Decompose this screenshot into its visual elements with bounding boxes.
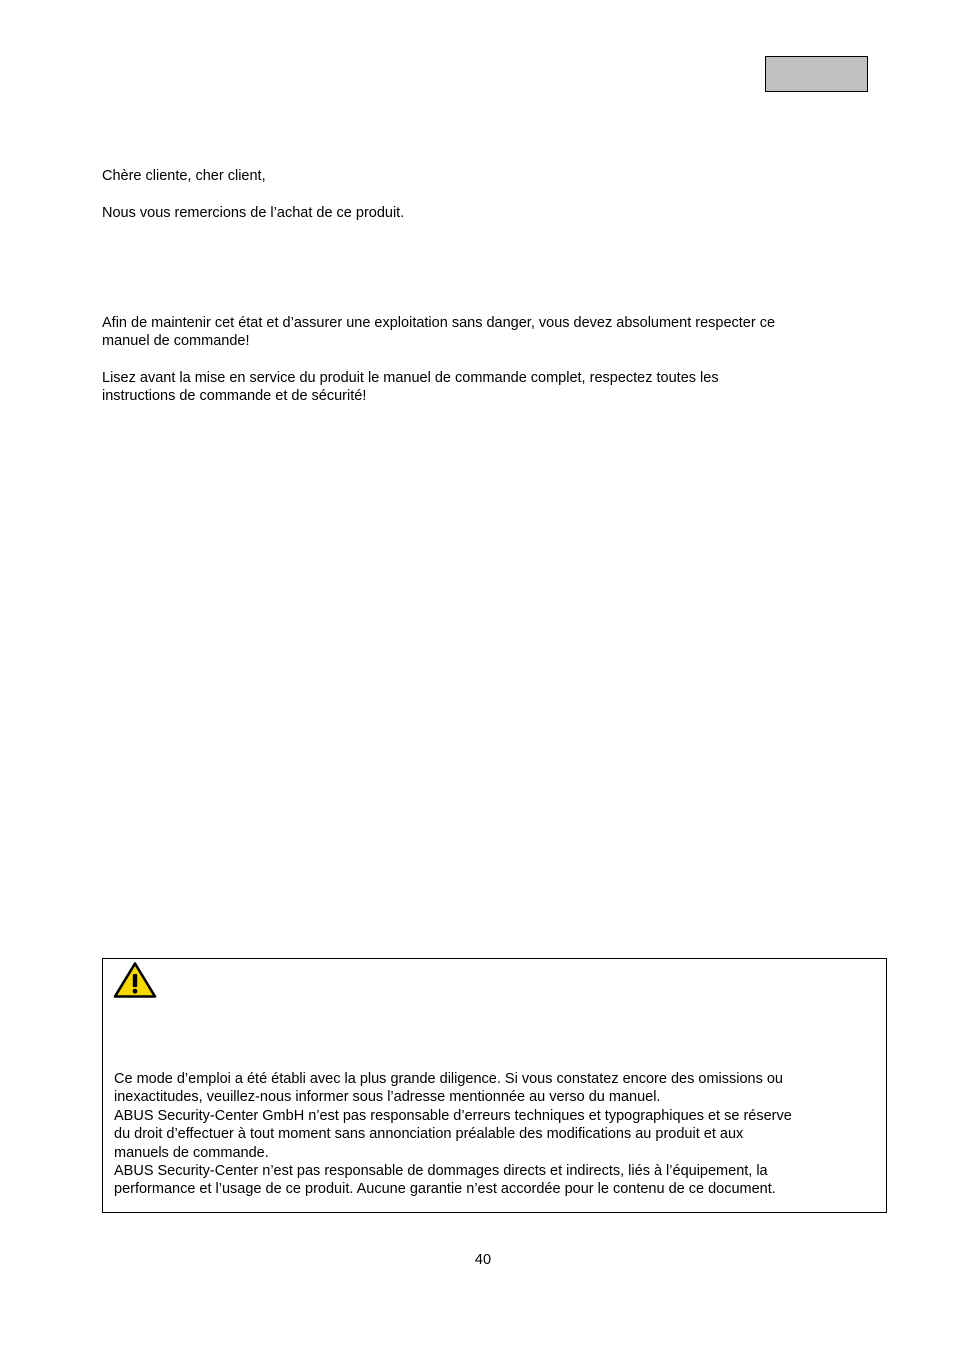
maintain-line: Afin de maintenir cet état et d’assurer une exploitation sans danger, vous devez absolument respecter ce [102,315,776,331]
read-manual-paragraph [102,369,862,406]
disclaimer-line: performance et l’usage de ce produit. Aucune garantie n’est accordée pour le contenu de ce document. [114,1181,776,1198]
maintain-paragraph [102,314,862,351]
maintain-line: manuel de commande! [102,333,250,350]
greeting-text: Chère cliente, cher client, [102,168,266,184]
disclaimer-line: manuels de commande. [114,1144,269,1161]
thanks-text: Nous vous remercions de l’achat de ce produit. [102,205,405,221]
page-number: 40 [474,1252,492,1268]
disclaimer-box [102,958,887,1213]
disclaimer-line: ABUS Security-Center n’est pas responsable de dommages directs et indirects, liés à l’équipement, la [114,1163,768,1180]
warning-triangle-icon [113,961,157,999]
disclaimer-line: inexactitudes, veuillez-nous informer sous l’adresse mentionnée au verso du manuel. [114,1089,661,1106]
disclaimer-line: Ce mode d’emploi a été établi avec la plus grande diligence. Si vous constatez encore des omissions ou [114,1071,783,1087]
disclaimer-line: ABUS Security-Center GmbH n’est pas responsable d’erreurs techniques et typographiques et se réserve [114,1107,792,1124]
read-line: instructions de commande et de sécurité! [102,388,367,405]
disclaimer-text [114,1070,879,1199]
disclaimer-line: du droit d’effectuer à tout moment sans annonciation préalable des modifications au produit et aux [114,1126,744,1143]
read-line: Lisez avant la mise en service du produit le manuel de commande complet, respectez toutes les [102,370,719,386]
language-tab-box [765,56,868,92]
